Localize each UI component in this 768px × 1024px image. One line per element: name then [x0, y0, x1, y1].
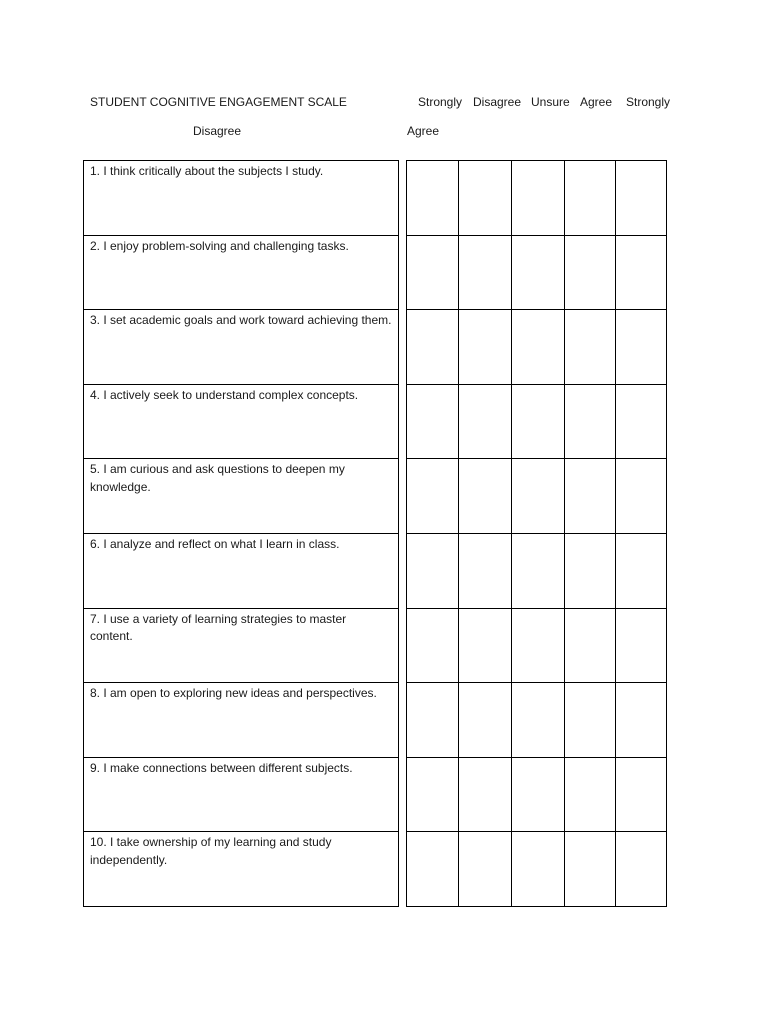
rating-cell-2-disagree[interactable] — [459, 235, 512, 310]
rating-cell-6-strongly-disagree[interactable] — [407, 533, 459, 608]
table-row — [84, 757, 399, 832]
rating-cell-5-strongly-agree[interactable] — [616, 459, 667, 534]
rating-cell-4-strongly-disagree[interactable] — [407, 384, 459, 459]
rating-cell-4-disagree[interactable] — [459, 384, 512, 459]
statement-6: 6. I analyze and reflect on what I learn in class. — [84, 533, 399, 608]
rating-cell-5-unsure[interactable] — [512, 459, 565, 534]
rating-cell-2-strongly-disagree[interactable] — [407, 235, 459, 310]
rating-cell-1-strongly-disagree[interactable] — [407, 161, 459, 236]
statement-10: 10. I take ownership of my learning and study independently. — [84, 832, 399, 907]
statement-8: 8. I am open to exploring new ideas and perspectives. — [84, 683, 399, 758]
rating-cell-5-disagree[interactable] — [459, 459, 512, 534]
rating-cell-7-unsure[interactable] — [512, 608, 565, 683]
table-row — [84, 459, 399, 534]
rating-cell-1-agree[interactable] — [565, 161, 616, 236]
rating-cell-10-unsure[interactable] — [512, 832, 565, 907]
rating-cell-3-disagree[interactable] — [459, 310, 512, 385]
rating-cell-1-unsure[interactable] — [512, 161, 565, 236]
rating-cell-6-strongly-agree[interactable] — [616, 533, 667, 608]
rating-row — [407, 310, 667, 385]
statement-9: 9. I make connections between different subjects. — [84, 757, 399, 832]
rating-cell-8-disagree[interactable] — [459, 683, 512, 758]
rating-cell-1-disagree[interactable] — [459, 161, 512, 236]
rating-cell-2-strongly-agree[interactable] — [616, 235, 667, 310]
rating-cell-3-strongly-disagree[interactable] — [407, 310, 459, 385]
rating-row — [407, 235, 667, 310]
rating-cell-9-strongly-disagree[interactable] — [407, 757, 459, 832]
rating-cell-7-strongly-agree[interactable] — [616, 608, 667, 683]
rating-cell-7-strongly-disagree[interactable] — [407, 608, 459, 683]
rating-cell-2-unsure[interactable] — [512, 235, 565, 310]
rating-grid — [406, 160, 667, 907]
header-strongly-disagree-line1: Strongly — [418, 95, 463, 109]
rating-cell-7-disagree[interactable] — [459, 608, 512, 683]
rating-cell-9-agree[interactable] — [565, 757, 616, 832]
rating-cell-10-agree[interactable] — [565, 832, 616, 907]
rating-cell-6-disagree[interactable] — [459, 533, 512, 608]
table-row — [84, 235, 399, 310]
statement-5: 5. I am curious and ask questions to deepen my knowledge. — [84, 459, 399, 534]
statement-3: 3. I set academic goals and work toward achieving them. — [84, 310, 399, 385]
rating-cell-7-agree[interactable] — [565, 608, 616, 683]
header-strongly-agree-line2: Agree — [407, 124, 440, 138]
rating-row — [407, 832, 667, 907]
statement-7: 7. I use a variety of learning strategies to master content. — [84, 608, 399, 683]
header-disagree: Disagree — [473, 95, 522, 109]
rating-cell-4-unsure[interactable] — [512, 384, 565, 459]
rating-cell-8-unsure[interactable] — [512, 683, 565, 758]
rating-cell-6-unsure[interactable] — [512, 533, 565, 608]
statement-4: 4. I actively seek to understand complex concepts. — [84, 384, 399, 459]
rating-row — [407, 533, 667, 608]
header-agree: Agree — [580, 95, 613, 109]
rating-cell-3-unsure[interactable] — [512, 310, 565, 385]
rating-row — [407, 608, 667, 683]
table-row — [84, 533, 399, 608]
rating-row — [407, 459, 667, 534]
rating-cell-9-unsure[interactable] — [512, 757, 565, 832]
rating-cell-5-strongly-disagree[interactable] — [407, 459, 459, 534]
scale-title: STUDENT COGNITIVE ENGAGEMENT SCALE — [90, 95, 347, 109]
rating-cell-4-strongly-agree[interactable] — [616, 384, 667, 459]
statement-1: 1. I think critically about the subjects I study. — [84, 161, 399, 236]
rating-cell-8-agree[interactable] — [565, 683, 616, 758]
statement-2: 2. I enjoy problem-solving and challenging tasks. — [84, 235, 399, 310]
table-row — [84, 384, 399, 459]
header-strongly-agree-line1: Strongly — [626, 95, 671, 109]
rating-row — [407, 757, 667, 832]
rating-cell-3-strongly-agree[interactable] — [616, 310, 667, 385]
rating-cell-10-strongly-agree[interactable] — [616, 832, 667, 907]
table-row — [84, 608, 399, 683]
rating-cell-8-strongly-disagree[interactable] — [407, 683, 459, 758]
table-row — [84, 310, 399, 385]
table-row — [84, 683, 399, 758]
rating-cell-9-strongly-agree[interactable] — [616, 757, 667, 832]
rating-row — [407, 683, 667, 758]
rating-cell-9-disagree[interactable] — [459, 757, 512, 832]
rating-cell-2-agree[interactable] — [565, 235, 616, 310]
rating-row — [407, 384, 667, 459]
rating-cell-1-strongly-agree[interactable] — [616, 161, 667, 236]
rating-cell-10-disagree[interactable] — [459, 832, 512, 907]
header-strongly-disagree-line2: Disagree — [193, 124, 242, 138]
rating-cell-5-agree[interactable] — [565, 459, 616, 534]
rating-row — [407, 161, 667, 236]
rating-cell-4-agree[interactable] — [565, 384, 616, 459]
statements-table — [83, 160, 399, 907]
rating-cell-10-strongly-disagree[interactable] — [407, 832, 459, 907]
rating-cell-6-agree[interactable] — [565, 533, 616, 608]
table-row — [84, 161, 399, 236]
rating-cell-8-strongly-agree[interactable] — [616, 683, 667, 758]
rating-cell-3-agree[interactable] — [565, 310, 616, 385]
header-unsure: Unsure — [531, 95, 570, 109]
table-row — [84, 832, 399, 907]
